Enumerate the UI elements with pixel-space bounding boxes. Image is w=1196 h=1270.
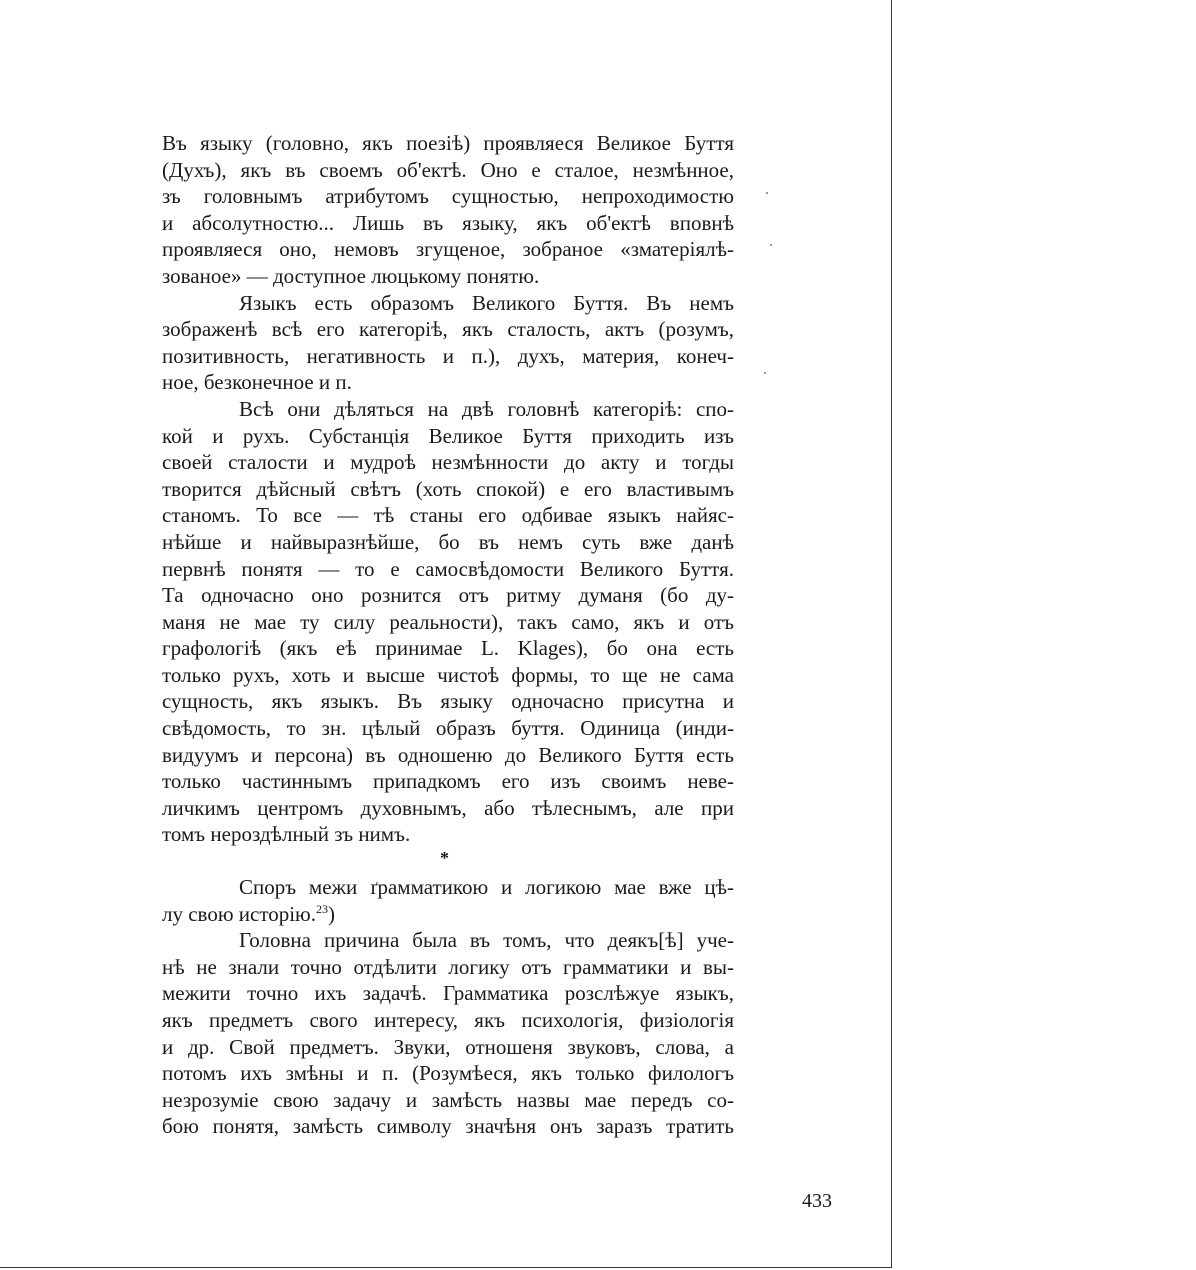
text-line: личкимъ центромъ духовнымъ, або тѣлеснымъ, але при <box>162 795 734 820</box>
text-line: только частиннымъ припадкомъ его изъ своимъ неве- <box>162 769 734 794</box>
text-line: Та одночасно оно рознится отъ ритму думаня (бо ду- <box>162 583 734 608</box>
text-line: бою понятя, замѣсть символу значѣня онъ заразъ тратить <box>162 1114 734 1139</box>
text-line: позитивность, негативность и п.), духъ, материя, конеч- <box>162 343 734 368</box>
text-line: нѣйше и найвыразнѣйше, бо въ немъ суть вже данѣ <box>162 529 734 554</box>
text-line: первнѣ понятя — то е самосвѣдомости Великого Буття. <box>162 556 734 581</box>
text-line: межити точно ихъ задачѣ. Грамматика розслѣжуе языкъ, <box>162 981 734 1006</box>
text-line: станомъ. То все — тѣ станы его одбивае языкъ найяс- <box>162 503 734 528</box>
text-line: проявляеся оно, немовъ згущеное, зобраное «зматерiялѣ- <box>162 237 734 262</box>
scan-speck <box>764 372 766 374</box>
text-line: нѣ не знали точно отдѣлити логику отъ грамматики и вы- <box>162 954 734 979</box>
text-line: только рухъ, хоть и высше чистоѣ формы, то ще не сама <box>162 662 734 687</box>
text-line: зованое» — доступное люцькому понятю. <box>162 263 540 288</box>
text-line: томъ нероздѣлный зъ нимъ. <box>162 822 411 847</box>
text-line: видуумъ и персона) въ одношеню до Великого Буття есть <box>162 742 734 767</box>
text-fragment: ) <box>328 901 335 926</box>
page-number: 433 <box>802 1190 832 1212</box>
text-line: своей сталости и мудроѣ незмѣнности до акту и тогды <box>162 450 734 475</box>
text-line: Въ языку (головно, якъ поезiѣ) проявляеся Великое Буття <box>162 131 734 155</box>
paragraph-first-line: Споръ межи ґрамматикою и логикою мае вже цѣ- <box>239 875 734 900</box>
text-line-with-footnote <box>162 901 734 928</box>
text-line: маня не мае ту силу реальности), такъ само, якъ и отъ <box>162 609 734 634</box>
footnote-reference[interactable]: 23 <box>316 901 328 916</box>
text-line: творится дѣйсный свѣтъ (хоть спокой) е его властивымъ <box>162 476 734 501</box>
text-line: потомъ ихъ змѣны и п. (Розумѣеся, якъ только филологъ <box>162 1061 734 1086</box>
scan-speck <box>766 192 768 194</box>
scan-speck <box>770 244 772 246</box>
text-line: ное, безконечное и п. <box>162 370 352 395</box>
paragraph-first-line: Головна причина была въ томъ, что деякъ[ѣ] уче- <box>239 928 734 953</box>
text-line: сущность, якъ языкъ. Въ языку одночасно присутна и <box>162 689 734 714</box>
body-text <box>162 130 734 1140</box>
text-line: и абсолутностю... Лишь въ языку, якъ об'ектѣ вповнѣ <box>162 210 734 235</box>
section-separator: * <box>440 848 449 869</box>
text-line: (Духъ), якъ въ своемъ об'ектѣ. Оно е сталое, незмѣнное, <box>162 157 734 182</box>
paragraph-first-line: Языкъ есть образомъ Великого Буття. Въ немъ <box>239 290 734 315</box>
text-line: и др. Свой предметъ. Звуки, отношеня звуковъ, слова, а <box>162 1034 734 1059</box>
text-line: кой и рухъ. Субстанцiя Великое Буття приходить изъ <box>162 423 734 448</box>
text-fragment: лу свою исторiю. <box>162 901 316 926</box>
text-line: якъ предметъ свого интересу, якъ психологiя, физiологiя <box>162 1008 734 1032</box>
paragraph-first-line: Всѣ они дѣляться на двѣ головнѣ категорiѣ: спо- <box>239 396 734 421</box>
text-line: зображенѣ всѣ его категорiѣ, якъ сталость, актъ (розумъ, <box>162 317 734 342</box>
text-line: зъ головнымъ атрибутомъ сущностью, непроходимостю <box>162 184 734 209</box>
text-line: графологiѣ (якъ еѣ принимае L. Klages), бо она есть <box>162 636 734 661</box>
text-line: свѣдомость, то зн. цѣлый образъ буття. Одиница (инди- <box>162 716 734 741</box>
text-line: незрозумiе свою задачу и замѣсть назвы мае передъ со- <box>162 1087 734 1112</box>
